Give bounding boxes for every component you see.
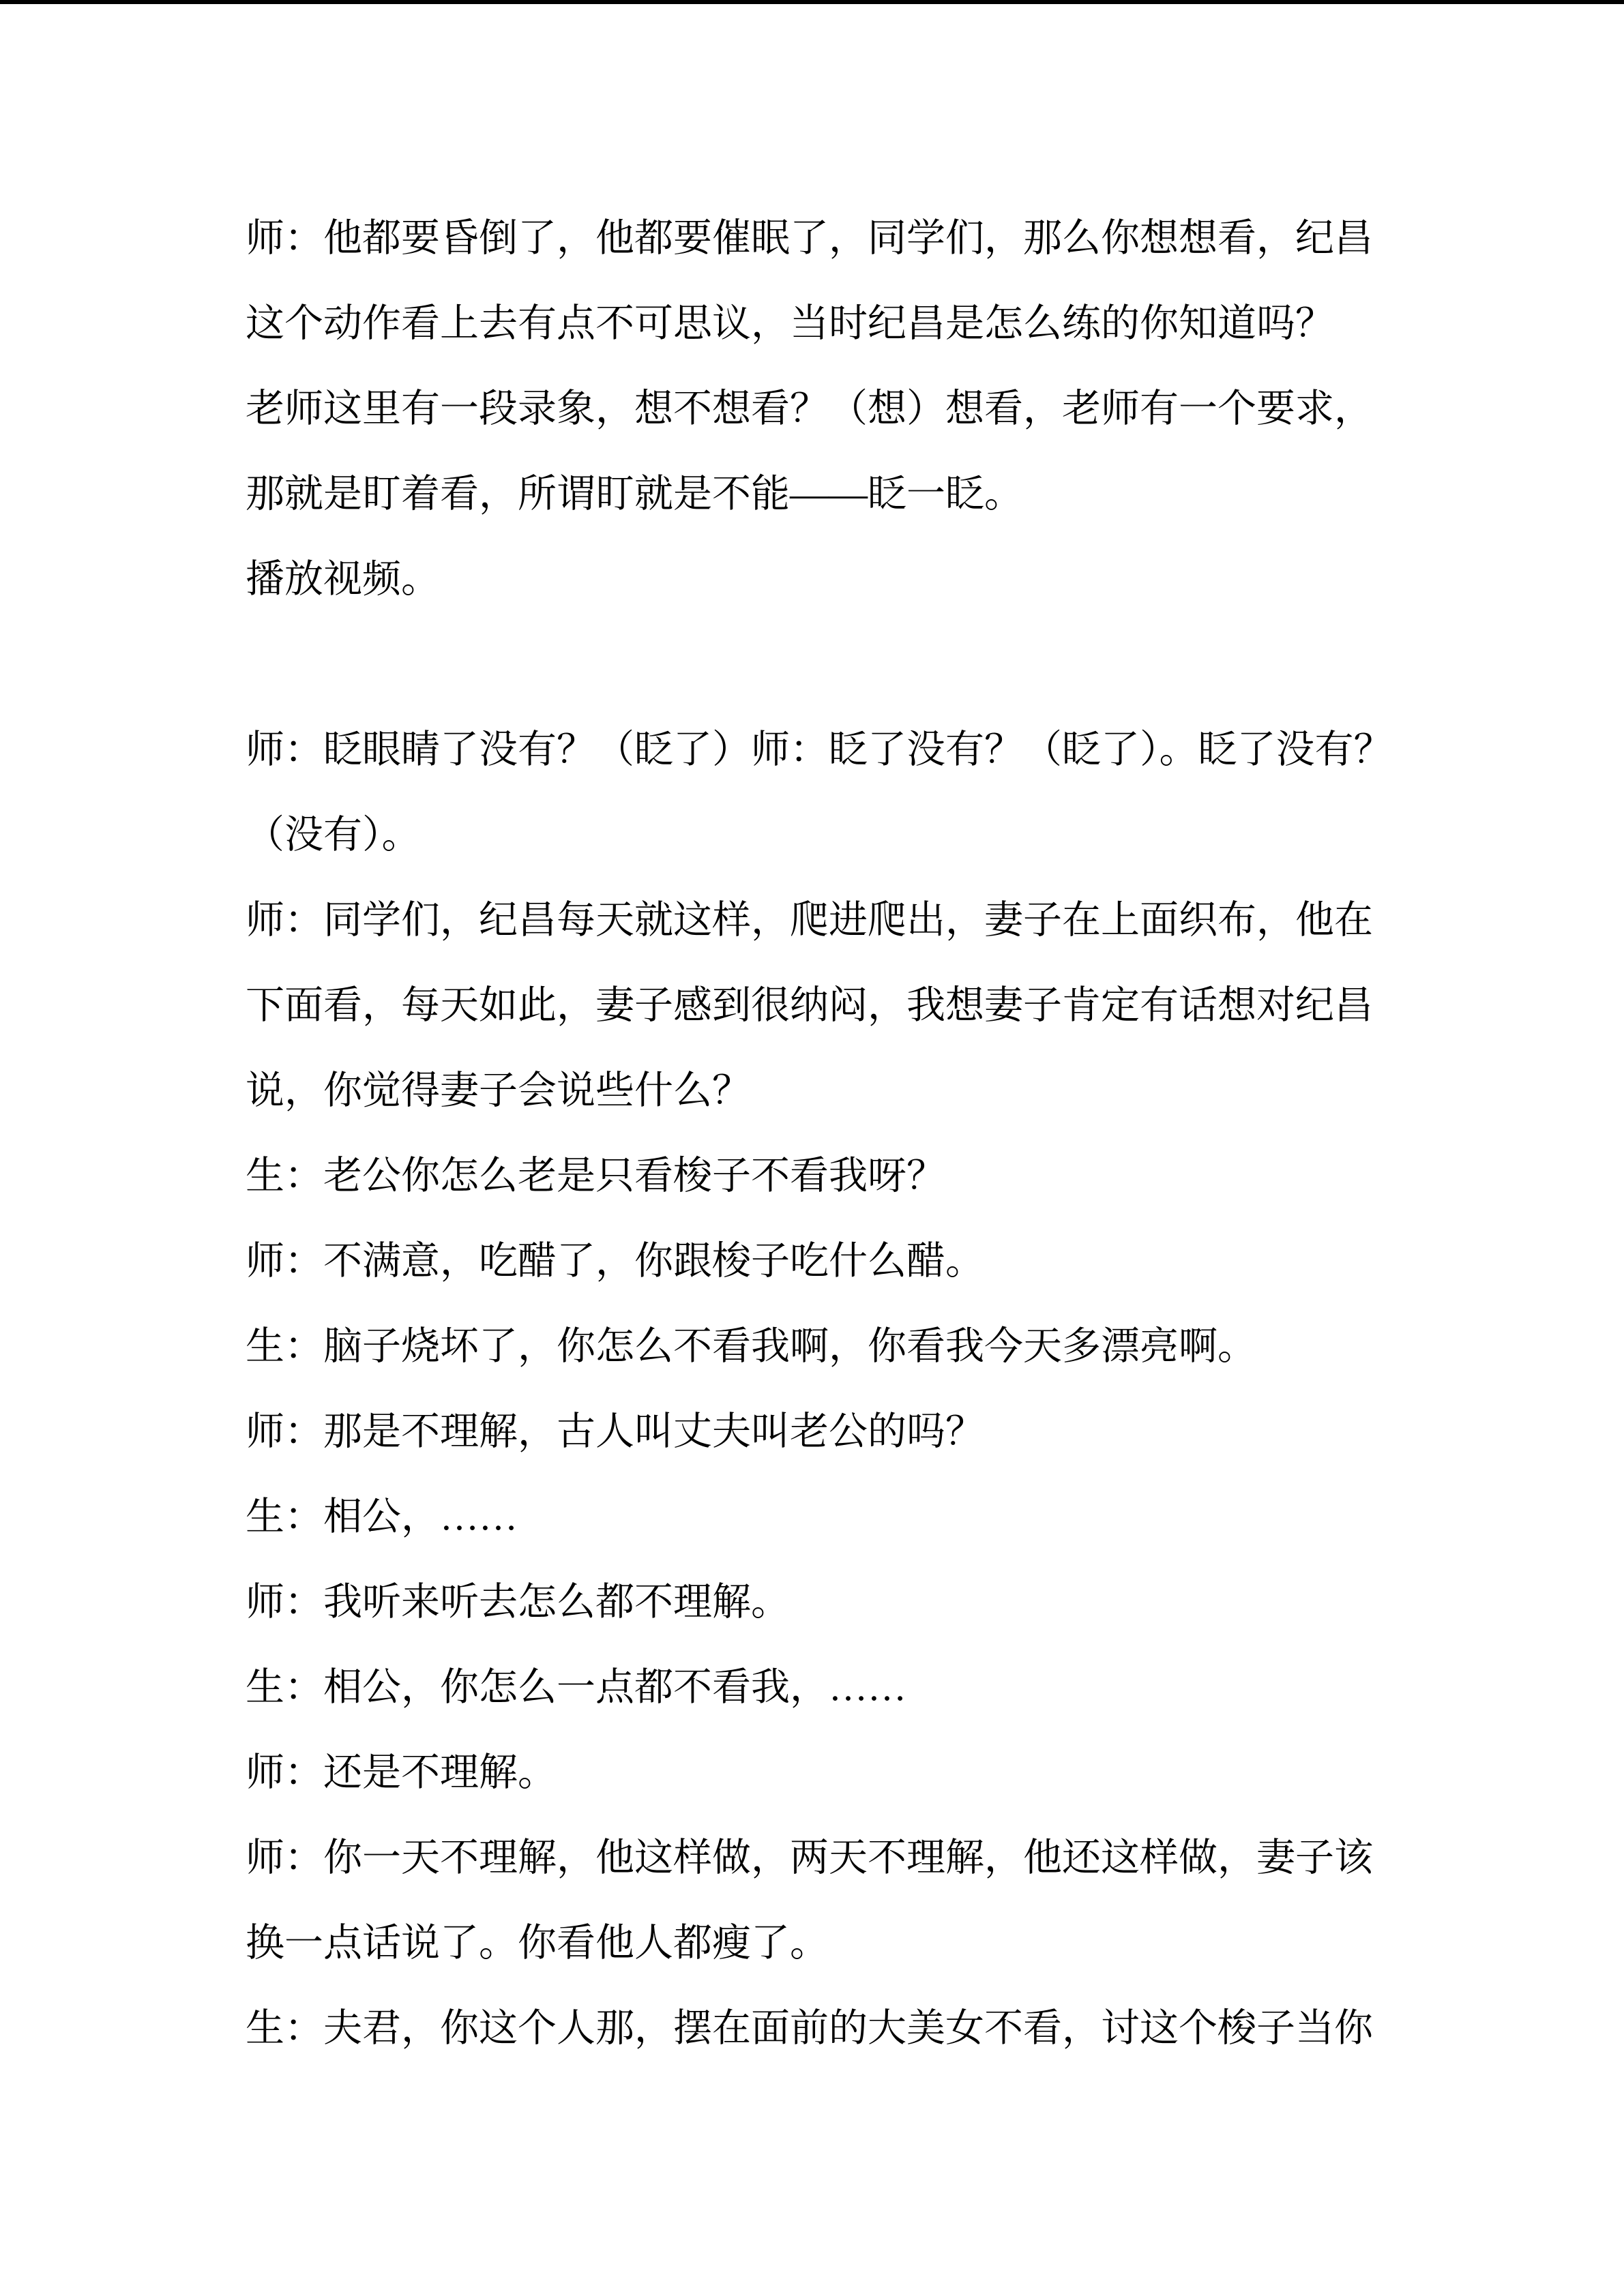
text-line: 生：脑子烧坏了，你怎么不看我啊，你看我今天多漂亮啊。	[246, 1325, 1256, 1368]
text-line: 那就是盯着看，所谓盯就是不能——眨一眨。	[246, 473, 1023, 516]
text-line: 换一点话说了。你看他人都瘦了。	[246, 1922, 829, 1965]
text-line: 师：眨眼睛了没有？（眨了）师：眨了没有？（眨了）。眨了没有？	[246, 728, 1393, 771]
text-line: 师：不满意，吃醋了，你跟梭子吃什么醋。	[246, 1240, 984, 1283]
text-line: 老师这里有一段录象，想不想看？（想）想看，老师有一个要求，	[246, 387, 1373, 430]
text-line: 生：相公，你怎么一点都不看我，……	[246, 1666, 906, 1709]
text-line: （没有）。	[246, 814, 421, 856]
text-line: 师：我听来听去怎么都不理解。	[246, 1581, 790, 1624]
text-line: 说，你觉得妻子会说些什么？	[246, 1069, 751, 1112]
text-line: 师：还是不理解。	[246, 1751, 557, 1794]
text-line: 生：老公你怎么老是只看梭子不看我呀？	[246, 1154, 945, 1197]
text-line: 师：你一天不理解，他这样做，两天不理解，他还这样做，妻子该	[246, 1836, 1373, 1879]
text-line: 师：同学们，纪昌每天就这样，爬进爬出，妻子在上面织布，他在	[246, 899, 1373, 942]
scan-edge-artifact	[0, 0, 1624, 4]
text-line: 生：相公，……	[246, 1495, 518, 1538]
text-line: 下面看，每天如此，妻子感到很纳闷，我想妻子肯定有话想对纪昌	[246, 984, 1373, 1027]
text-line: 师：他都要昏倒了，他都要催眠了，同学们，那么你想想看，纪昌	[246, 217, 1373, 260]
text-line: 播放视频。	[246, 558, 440, 601]
text-line: 这个动作看上去有点不可思议，当时纪昌是怎么练的你知道吗？	[246, 302, 1334, 345]
text-line-blank	[246, 622, 1419, 707]
transcript-text-block	[246, 196, 1419, 2071]
text-line: 师：那是不理解，古人叫丈夫叫老公的吗？	[246, 1410, 984, 1453]
text-line: 生：夫君，你这个人那，摆在面前的大美女不看，讨这个梭子当你	[246, 2007, 1373, 2050]
